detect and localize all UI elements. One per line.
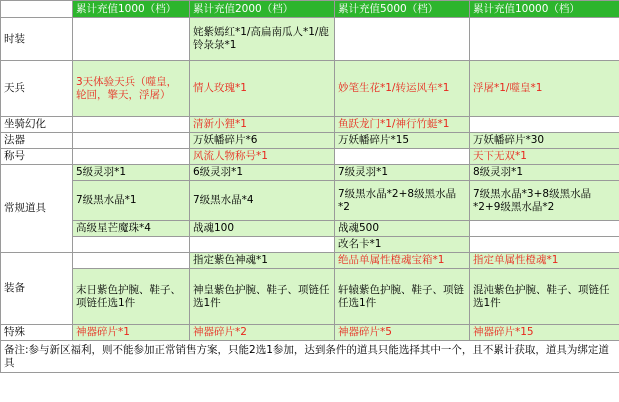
label-equipment: 装备: [1, 253, 73, 325]
row-special: [1, 325, 619, 341]
label-fashion: 时装: [1, 18, 73, 61]
cell-fashion-1000: [73, 18, 190, 61]
cell-equipment-1-2000: 指定紫色神魂*1: [190, 253, 335, 269]
cell-regular-2-10000: 7级黑水晶*3+8级黑水晶*2+9级黑水晶*2: [470, 181, 619, 221]
cell-artifact-2000: 万妖幡碎片*6: [190, 133, 335, 149]
label-regular: 常规道具: [1, 165, 73, 253]
cell-title-5000: [335, 149, 470, 165]
cell-regular-2-2000: 7级黑水晶*4: [190, 181, 335, 221]
cell-mount-1000: [73, 117, 190, 133]
header-corner: [1, 1, 73, 18]
label-title: 称号: [1, 149, 73, 165]
cell-regular-4-2000: [190, 237, 335, 253]
row-title: [1, 149, 619, 165]
cell-title-1000: [73, 149, 190, 165]
label-mount: 坐骑幻化: [1, 117, 73, 133]
cell-soldier-2000: 情人玫瑰*1: [190, 61, 335, 117]
cell-fashion-2000: 姹紫嫣红*1/高扁南瓜人*1/鹿铃彔彔*1: [190, 18, 335, 61]
row-soldier: [1, 61, 619, 117]
header-tier-10000: 累计充值10000（档）: [470, 1, 619, 18]
cell-special-5000: 神器碎片*5: [335, 325, 470, 341]
cell-title-10000: 天下无双*1: [470, 149, 619, 165]
cell-special-10000: 神器碎片*15: [470, 325, 619, 341]
cell-special-2000: 神器碎片*2: [190, 325, 335, 341]
cell-equipment-2-10000: 混沌紫色护腕、鞋子、项链任选1件: [470, 269, 619, 325]
row-regular-1: [1, 165, 619, 181]
cell-artifact-10000: 万妖幡碎片*30: [470, 133, 619, 149]
header-tier-1000: 累计充值1000（档）: [73, 1, 190, 18]
cell-soldier-1000: 3天体验天兵（噬皇，轮回，擎天，浮屠）: [73, 61, 190, 117]
note-text: 备注:参与新区福利，则不能参加正常销售方案，只能2选1参加，达到条件的道具只能选择其中一个，且不累计获取，道具为绑定道具: [1, 341, 619, 373]
cell-fashion-5000: [335, 18, 470, 61]
cell-regular-1-5000: 7级灵羽*1: [335, 165, 470, 181]
label-artifact: 法器: [1, 133, 73, 149]
cell-regular-4-1000: [73, 237, 190, 253]
cell-soldier-5000: 妙笔生花*1/转运风车*1: [335, 61, 470, 117]
cell-regular-1-10000: 8级灵羽*1: [470, 165, 619, 181]
header-tier-2000: 累计充值2000（档）: [190, 1, 335, 18]
cell-mount-5000: 鱼跃龙门*1/神行竹蜓*1: [335, 117, 470, 133]
cell-regular-2-5000: 7级黑水晶*2+8级黑水晶*2: [335, 181, 470, 221]
label-special: 特殊: [1, 325, 73, 341]
cell-regular-4-10000: [470, 237, 619, 253]
cell-regular-4-5000: 改名卡*1: [335, 237, 470, 253]
cell-mount-2000: 清新小狸*1: [190, 117, 335, 133]
header-row: [1, 1, 619, 18]
row-mount: [1, 117, 619, 133]
row-note: [1, 341, 619, 373]
cell-equipment-2-2000: 神皇紫色护腕、鞋子、项链任选1件: [190, 269, 335, 325]
cell-soldier-10000: 浮屠*1/噬皇*1: [470, 61, 619, 117]
cell-equipment-1-10000: 指定单属性橙魂*1: [470, 253, 619, 269]
cell-regular-3-1000: 高级星芒魔珠*4: [73, 221, 190, 237]
cell-artifact-5000: 万妖幡碎片*15: [335, 133, 470, 149]
row-regular-3: [1, 221, 619, 237]
cell-equipment-2-1000: 末日紫色护腕、鞋子、项链任选1件: [73, 269, 190, 325]
header-tier-5000: 累计充值5000（档）: [335, 1, 470, 18]
row-equipment-1: [1, 253, 619, 269]
cell-special-1000: 神器碎片*1: [73, 325, 190, 341]
cell-regular-3-2000: 战魂100: [190, 221, 335, 237]
label-soldier: 天兵: [1, 61, 73, 117]
cell-fashion-10000: [470, 18, 619, 61]
cell-artifact-1000: [73, 133, 190, 149]
cell-equipment-2-5000: 轩辕紫色护腕、鞋子、项链任选1件: [335, 269, 470, 325]
row-equipment-2: [1, 269, 619, 325]
cell-regular-2-1000: 7级黑水晶*1: [73, 181, 190, 221]
row-regular-4: [1, 237, 619, 253]
cell-regular-1-1000: 5级灵羽*1: [73, 165, 190, 181]
row-artifact: [1, 133, 619, 149]
row-fashion: [1, 18, 619, 61]
cell-title-2000: 风流人物称号*1: [190, 149, 335, 165]
cell-regular-1-2000: 6级灵羽*1: [190, 165, 335, 181]
cell-equipment-1-5000: 绝品单属性橙魂宝箱*1: [335, 253, 470, 269]
row-regular-2: [1, 181, 619, 221]
cell-regular-3-10000: [470, 221, 619, 237]
cell-mount-10000: [470, 117, 619, 133]
cell-regular-3-5000: 战魂500: [335, 221, 470, 237]
cell-equipment-1-1000: [73, 253, 190, 269]
